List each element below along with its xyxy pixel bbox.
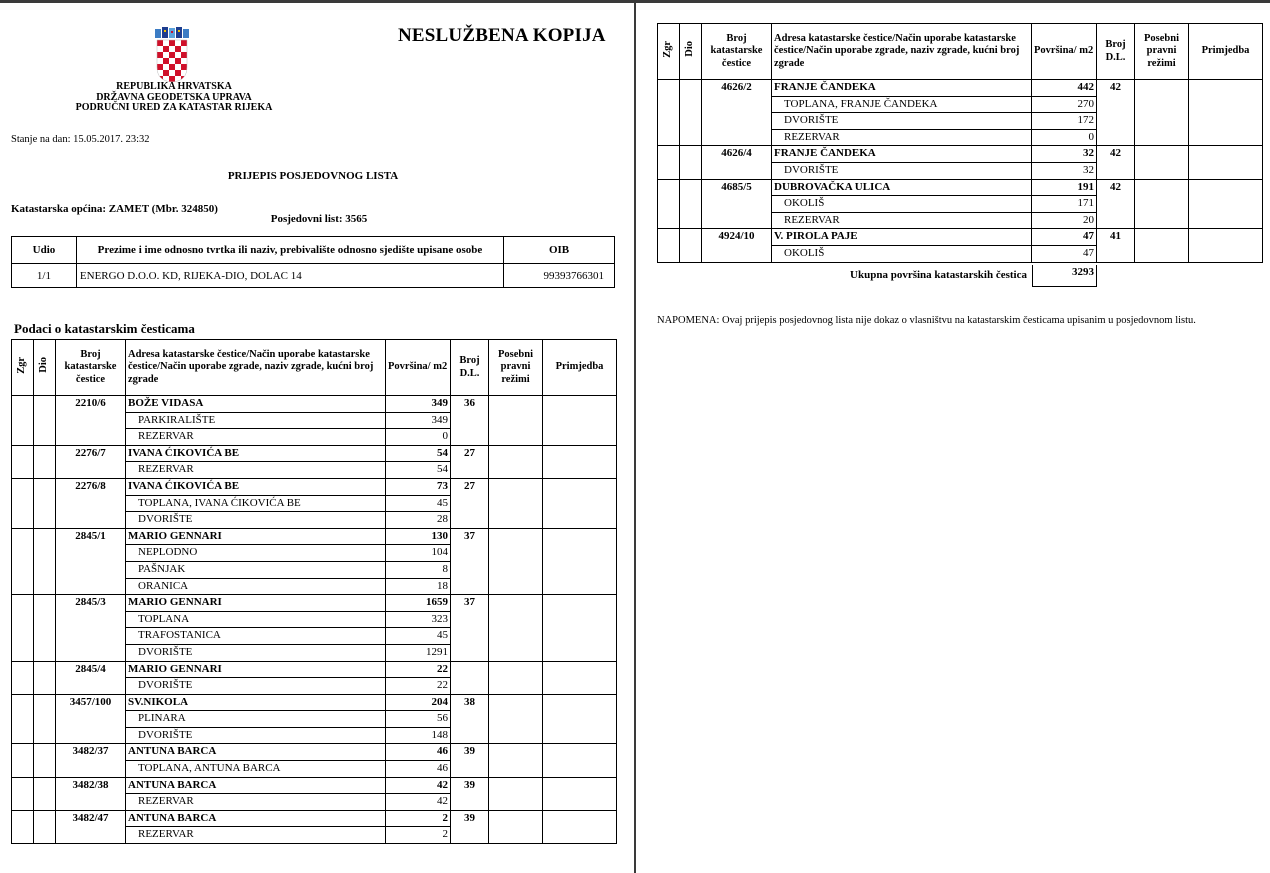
parcel-dl-number: 41 xyxy=(1097,229,1135,262)
parcel-number: 2276/7 xyxy=(56,445,126,478)
org-line: PODRUČNI URED ZA KATASTAR RIJEKA xyxy=(75,102,273,113)
parcel-special-regimes xyxy=(489,777,543,810)
parcel-special-regimes xyxy=(1135,229,1189,262)
parcel-row xyxy=(12,478,617,495)
parcel-building-cell xyxy=(658,146,680,179)
parcel-use-name: OKOLIŠ xyxy=(772,245,1032,262)
parcel-address: SV.NIKOLA xyxy=(126,694,386,711)
parcel-remark xyxy=(543,810,617,843)
parcel-number: 2276/8 xyxy=(56,478,126,528)
parcel-remark xyxy=(1189,229,1263,262)
cadastral-municipality: Katastarska općina: ZAMET (Mbr. 324850) xyxy=(11,203,218,215)
parcel-part-cell xyxy=(680,80,702,146)
parcel-building-cell xyxy=(12,661,34,694)
parcel-row xyxy=(12,445,617,462)
total-area-value: 3293 xyxy=(1032,265,1097,287)
parcel-address: MARIO GENNARI xyxy=(126,528,386,545)
col-header-address: Adresa katastarske čestice/Način uporabe katastarske čestice/Način uporabe zgrade, naziv zgrade, kućni broj zgrade xyxy=(126,340,386,396)
parcel-area: 442 xyxy=(1032,80,1097,97)
parcel-special-regimes xyxy=(489,595,543,661)
parcel-remark xyxy=(543,528,617,594)
parcel-address: ANTUNA BARCA xyxy=(126,810,386,827)
parcel-use-area: 20 xyxy=(1032,212,1097,229)
parcel-use-area: 270 xyxy=(1032,96,1097,113)
parcel-use-name: TOPLANA, IVANA ĆIKOVIĆA BE xyxy=(126,495,386,512)
parcel-use-name: DVORIŠTE xyxy=(772,113,1032,130)
owner-name: ENERGO D.O.O. KD, RIJEKA-DIO, DOLAC 14 xyxy=(76,264,503,288)
parcel-number: 4924/10 xyxy=(702,229,772,262)
parcel-area: 54 xyxy=(386,445,451,462)
parcel-number: 4626/4 xyxy=(702,146,772,179)
parcel-number: 2210/6 xyxy=(56,396,126,446)
parcel-use-name: TOPLANA, FRANJE ČANDEKA xyxy=(772,96,1032,113)
parcel-use-name: ORANICA xyxy=(126,578,386,595)
parcel-address: MARIO GENNARI xyxy=(126,661,386,678)
owners-header-share: Udio xyxy=(12,237,77,264)
col-header-special-regimes: Posebni pravni režimi xyxy=(489,340,543,396)
parcel-row xyxy=(658,146,1263,163)
parcel-number: 3482/38 xyxy=(56,777,126,810)
parcel-use-area: 0 xyxy=(386,429,451,446)
parcel-special-regimes xyxy=(489,445,543,478)
unofficial-copy-watermark: NESLUŽBENA KOPIJA xyxy=(398,25,606,46)
parcel-number: 3457/100 xyxy=(56,694,126,744)
col-header-parcel-number: Broj katastarske čestice xyxy=(702,24,772,80)
parcel-number: 3482/47 xyxy=(56,810,126,843)
parcel-remark xyxy=(1189,179,1263,229)
parcel-row xyxy=(12,777,617,794)
parcel-use-area: 47 xyxy=(1032,245,1097,262)
parcel-use-name: TOPLANA xyxy=(126,611,386,628)
parcel-area: 42 xyxy=(386,777,451,794)
col-header-zgr: Zgr xyxy=(12,340,34,396)
document-title: PRIJEPIS POSJEDOVNOG LISTA xyxy=(227,170,399,182)
col-header-remark: Primjedba xyxy=(1189,24,1263,80)
parcel-use-area: 32 xyxy=(1032,162,1097,179)
owner-row xyxy=(12,264,615,288)
parcel-use-area: 56 xyxy=(386,711,451,728)
parcel-row xyxy=(12,810,617,827)
parcel-building-cell xyxy=(12,478,34,528)
parcel-use-name: DVORIŠTE xyxy=(772,162,1032,179)
parcel-use-area: 148 xyxy=(386,727,451,744)
document-page-2 xyxy=(636,3,1270,873)
parcel-special-regimes xyxy=(489,396,543,446)
parcel-dl-number: 42 xyxy=(1097,80,1135,146)
parcel-use-name: TRAFOSTANICA xyxy=(126,628,386,645)
col-header-special-regimes: Posebni pravni režimi xyxy=(1135,24,1189,80)
parcel-building-cell xyxy=(12,777,34,810)
parcel-use-name: TOPLANA, ANTUNA BARCA xyxy=(126,761,386,778)
parcel-address: IVANA ĆIKOVIĆA BE xyxy=(126,478,386,495)
parcel-area: 130 xyxy=(386,528,451,545)
parcel-area: 191 xyxy=(1032,179,1097,196)
parcels-table-left xyxy=(11,339,617,844)
parcel-dl-number xyxy=(451,661,489,694)
parcel-use-area: 0 xyxy=(1032,129,1097,146)
parcel-number: 2845/4 xyxy=(56,661,126,694)
parcel-address: ANTUNA BARCA xyxy=(126,777,386,794)
parcel-remark xyxy=(543,445,617,478)
parcel-use-name: REZERVAR xyxy=(126,462,386,479)
status-date: Stanje na dan: 15.05.2017. 23:32 xyxy=(11,134,150,145)
parcel-part-cell xyxy=(34,694,56,744)
parcel-area: 1659 xyxy=(386,595,451,612)
parcel-remark xyxy=(543,694,617,744)
parcel-part-cell xyxy=(34,744,56,777)
parcel-use-name: DVORIŠTE xyxy=(126,512,386,529)
parcel-use-area: 28 xyxy=(386,512,451,529)
parcel-dl-number: 38 xyxy=(451,694,489,744)
parcel-area: 204 xyxy=(386,694,451,711)
parcel-dl-number: 39 xyxy=(451,777,489,810)
parcel-row xyxy=(12,528,617,545)
issuing-authority xyxy=(60,82,288,114)
parcel-dl-number: 27 xyxy=(451,445,489,478)
col-header-area: Površina/ m2 xyxy=(1032,24,1097,80)
parcel-part-cell xyxy=(34,478,56,528)
parcel-row xyxy=(658,229,1263,246)
possession-sheet-number: Posjedovni list: 3565 xyxy=(270,213,368,225)
parcel-area: 2 xyxy=(386,810,451,827)
owner-oib: 99393766301 xyxy=(504,264,615,288)
parcel-special-regimes xyxy=(1135,146,1189,179)
document-page-1 xyxy=(0,3,634,873)
parcel-use-area: 172 xyxy=(1032,113,1097,130)
parcel-part-cell xyxy=(34,528,56,594)
parcel-address: FRANJE ČANDEKA xyxy=(772,146,1032,163)
parcel-special-regimes xyxy=(489,694,543,744)
parcel-part-cell xyxy=(34,396,56,446)
parcel-dl-number: 42 xyxy=(1097,179,1135,229)
org-line: REPUBLIKA HRVATSKA xyxy=(116,81,232,92)
parcel-use-name: REZERVAR xyxy=(126,794,386,811)
owners-table xyxy=(11,236,615,288)
parcel-building-cell xyxy=(12,595,34,661)
croatian-coat-of-arms-icon xyxy=(153,27,191,83)
parcel-area: 47 xyxy=(1032,229,1097,246)
parcel-row xyxy=(12,744,617,761)
owners-header-name: Prezime i ime odnosno tvrtka ili naziv, prebivalište odnosno sjedište upisane osobe xyxy=(76,237,503,264)
parcel-building-cell xyxy=(658,80,680,146)
parcel-use-name: REZERVAR xyxy=(772,129,1032,146)
parcel-row xyxy=(658,179,1263,196)
parcel-number: 4626/2 xyxy=(702,80,772,146)
parcel-use-area: 22 xyxy=(386,678,451,695)
parcel-building-cell xyxy=(12,810,34,843)
parcel-use-area: 323 xyxy=(386,611,451,628)
parcel-part-cell xyxy=(680,146,702,179)
parcel-remark xyxy=(543,478,617,528)
disclaimer-note: NAPOMENA: Ovaj prijepis posjedovnog lista nije dokaz o vlasništvu na katastarskim česticama upisanim u posjedovnom listu. xyxy=(657,315,1196,326)
parcel-remark xyxy=(543,595,617,661)
parcel-building-cell xyxy=(12,694,34,744)
parcel-number: 4685/5 xyxy=(702,179,772,229)
parcel-row xyxy=(12,396,617,413)
parcel-use-area: 18 xyxy=(386,578,451,595)
parcel-dl-number: 39 xyxy=(451,810,489,843)
parcel-row xyxy=(12,694,617,711)
parcel-number: 2845/3 xyxy=(56,595,126,661)
parcel-remark xyxy=(543,777,617,810)
parcel-use-area: 104 xyxy=(386,545,451,562)
parcel-special-regimes xyxy=(489,744,543,777)
parcel-area: 22 xyxy=(386,661,451,678)
parcel-use-area: 8 xyxy=(386,561,451,578)
col-header-dl-number: Broj D.L. xyxy=(451,340,489,396)
parcel-use-name: OKOLIŠ xyxy=(772,196,1032,213)
parcel-row xyxy=(12,595,617,612)
parcel-use-area: 46 xyxy=(386,761,451,778)
parcel-address: IVANA ĆIKOVIĆA BE xyxy=(126,445,386,462)
parcel-remark xyxy=(543,661,617,694)
parcel-use-name: PAŠNJAK xyxy=(126,561,386,578)
total-area-label: Ukupna površina katastarskih čestica xyxy=(850,269,1027,281)
parcel-dl-number: 36 xyxy=(451,396,489,446)
parcel-remark xyxy=(543,744,617,777)
parcel-number: 2845/1 xyxy=(56,528,126,594)
parcel-use-name: REZERVAR xyxy=(126,429,386,446)
parcel-dl-number: 39 xyxy=(451,744,489,777)
parcel-remark xyxy=(1189,146,1263,179)
parcel-part-cell xyxy=(34,445,56,478)
parcel-use-name: NEPLODNO xyxy=(126,545,386,562)
parcel-number: 3482/37 xyxy=(56,744,126,777)
parcel-address: BOŽE VIDASA xyxy=(126,396,386,413)
parcel-use-name: REZERVAR xyxy=(126,827,386,844)
org-line: DRŽAVNA GEODETSKA UPRAVA xyxy=(96,91,252,103)
parcel-dl-number: 42 xyxy=(1097,146,1135,179)
parcel-use-name: PLINARA xyxy=(126,711,386,728)
parcel-part-cell xyxy=(680,229,702,262)
parcel-building-cell xyxy=(658,179,680,229)
owners-header-oib: OIB xyxy=(504,237,615,264)
parcel-part-cell xyxy=(34,777,56,810)
parcel-use-area: 45 xyxy=(386,628,451,645)
parcel-remark xyxy=(543,396,617,446)
parcel-use-name: DVORIŠTE xyxy=(126,727,386,744)
parcel-use-area: 171 xyxy=(1032,196,1097,213)
parcel-use-name: PARKIRALIŠTE xyxy=(126,412,386,429)
parcel-row xyxy=(12,661,617,678)
parcel-remark xyxy=(1189,80,1263,146)
parcel-special-regimes xyxy=(1135,80,1189,146)
parcel-area: 73 xyxy=(386,478,451,495)
parcel-dl-number: 37 xyxy=(451,528,489,594)
parcel-dl-number: 27 xyxy=(451,478,489,528)
col-header-dl-number: Broj D.L. xyxy=(1097,24,1135,80)
parcel-address: V. PIROLA PAJE xyxy=(772,229,1032,246)
parcel-building-cell xyxy=(12,744,34,777)
parcel-part-cell xyxy=(34,810,56,843)
parcel-address: ANTUNA BARCA xyxy=(126,744,386,761)
parcel-dl-number: 37 xyxy=(451,595,489,661)
parcel-address: MARIO GENNARI xyxy=(126,595,386,612)
parcel-special-regimes xyxy=(1135,179,1189,229)
parcel-building-cell xyxy=(658,229,680,262)
col-header-zgr: Zgr xyxy=(658,24,680,80)
parcel-area: 349 xyxy=(386,396,451,413)
parcel-part-cell xyxy=(34,661,56,694)
parcel-use-area: 42 xyxy=(386,794,451,811)
col-header-remark: Primjedba xyxy=(543,340,617,396)
parcel-use-area: 349 xyxy=(386,412,451,429)
parcel-part-cell xyxy=(34,595,56,661)
parcel-area: 32 xyxy=(1032,146,1097,163)
parcel-row xyxy=(658,80,1263,97)
parcel-part-cell xyxy=(680,179,702,229)
parcel-special-regimes xyxy=(489,478,543,528)
parcel-building-cell xyxy=(12,445,34,478)
parcel-special-regimes xyxy=(489,528,543,594)
col-header-area: Površina/ m2 xyxy=(386,340,451,396)
parcel-use-area: 54 xyxy=(386,462,451,479)
parcels-section-title: Podaci o katastarskim česticama xyxy=(14,321,195,336)
col-header-address: Adresa katastarske čestice/Način uporabe katastarske čestice/Način uporabe zgrade, naziv zgrade, kućni broj zgrade xyxy=(772,24,1032,80)
parcel-use-area: 45 xyxy=(386,495,451,512)
parcel-building-cell xyxy=(12,396,34,446)
parcel-address: DUBROVAČKA ULICA xyxy=(772,179,1032,196)
owner-share: 1/1 xyxy=(12,264,77,288)
col-header-dio: Dio xyxy=(680,24,702,80)
parcels-table-right xyxy=(657,23,1263,263)
parcel-address: FRANJE ČANDEKA xyxy=(772,80,1032,97)
parcel-building-cell xyxy=(12,528,34,594)
parcel-area: 46 xyxy=(386,744,451,761)
parcel-use-name: DVORIŠTE xyxy=(126,678,386,695)
parcel-use-name: DVORIŠTE xyxy=(126,644,386,661)
parcel-use-area: 2 xyxy=(386,827,451,844)
parcel-use-area: 1291 xyxy=(386,644,451,661)
col-header-parcel-number: Broj katastarske čestice xyxy=(56,340,126,396)
parcel-use-name: REZERVAR xyxy=(772,212,1032,229)
parcel-special-regimes xyxy=(489,810,543,843)
parcel-special-regimes xyxy=(489,661,543,694)
col-header-dio: Dio xyxy=(34,340,56,396)
